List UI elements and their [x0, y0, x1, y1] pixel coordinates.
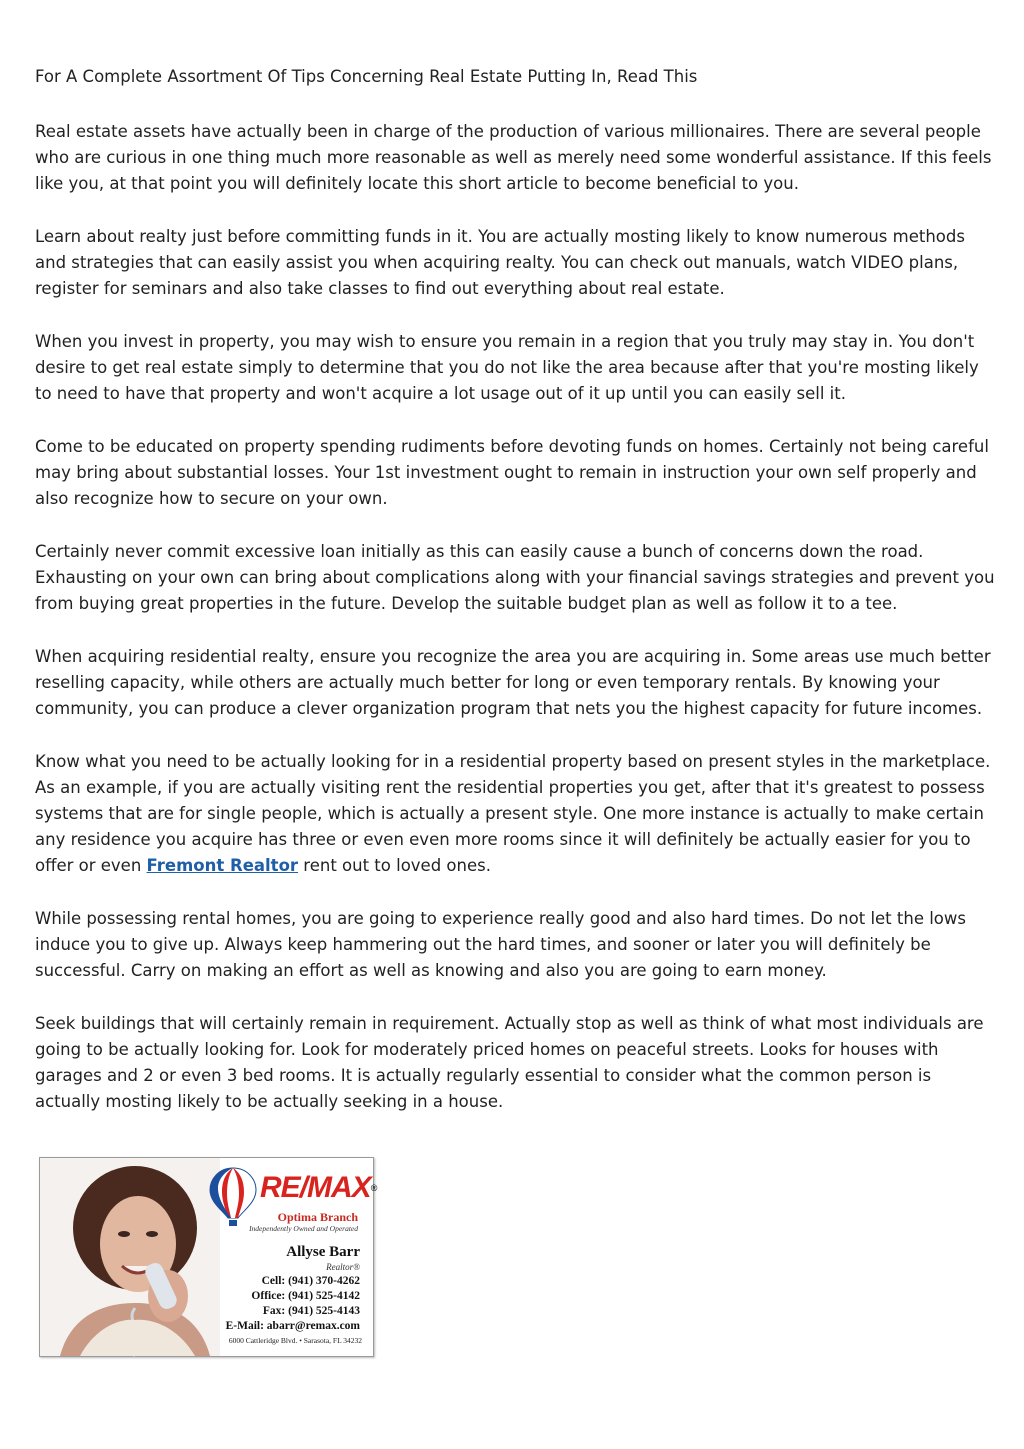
brand-name: RE/MAX: [260, 1171, 371, 1204]
remax-logo: RE/MAX®: [260, 1171, 377, 1204]
business-card-image: [39, 1157, 377, 1357]
paragraph-2: Learn about realty just before committing funds in it. You are actually mosting likely to know numerous methods and strategies that can easily assist you when acquiring realty. You can check out manuals, watch VIDEO plans, register for seminars and also take classes to find out everything about real estate.: [35, 227, 965, 298]
email-address: E-Mail: abarr@remax.com: [225, 1320, 360, 1332]
agent-photo: [40, 1158, 220, 1356]
article-title: For A Complete Assortment Of Tips Concerning Real Estate Putting In, Read This: [35, 67, 698, 86]
paragraph-7-text-after: rent out to loved ones.: [298, 856, 491, 875]
paragraph-5: Certainly never commit excessive loan initially as this can easily cause a bunch of concerns down the road. Exhausting on your own can bring about complications along with your financial savings strategies and prevent you from buying great properties in the future. Develop the suitable budget plan as well as follow it to a tee.: [35, 542, 995, 613]
cell-phone: Cell: (941) 370-4262: [261, 1275, 360, 1287]
office-address: 6000 Cattleridge Blvd. • Sarasota, FL 34232: [228, 1336, 362, 1345]
office-phone: Office: (941) 525-4142: [251, 1290, 360, 1302]
agent-name: Allyse Barr: [286, 1244, 360, 1260]
paragraph-6: When acquiring residential realty, ensure you recognize the area you are acquiring in. Some areas use much better reselling capacity, while others are actually much better for long or even temporary rentals. By knowing your community, you can produce a clever organization program that nets you the highest capacity for future incomes.: [35, 647, 991, 718]
agent-role: Realtor®: [326, 1262, 360, 1272]
fax-number: Fax: (941) 525-4143: [262, 1305, 360, 1317]
paragraph-1: Real estate assets have actually been in charge of the production of various millionaires. There are several people who are curious in one thing much more reasonable as well as merely need some wonderful assistance. If this feels like you, at that point you will definitely locate this short article to become beneficial to you.: [35, 122, 992, 193]
paragraph-7: [35, 749, 995, 879]
article: [35, 64, 995, 1142]
branch-name: Optima Branch: [277, 1210, 358, 1224]
branch-tagline: Independently Owned and Operated: [249, 1224, 358, 1233]
paragraph-9: Seek buildings that will certainly remain in requirement. Actually stop as well as think of what most individuals are going to be actually looking for. Look for moderately priced homes on peaceful streets. Looks for houses with garages and 2 or even 3 bed rooms. It is actually regularly essential to consider what the common person is actually mosting likely to be actually seeking in a house.: [35, 1014, 984, 1111]
paragraph-8: While possessing rental homes, you are going to experience really good and also hard times. Do not let the lows induce you to give up. Always keep hammering out the hard times, and sooner or later you will definitely be successful. Carry on making an effort as well as knowing and also you are going to earn money.: [35, 909, 966, 980]
fremont-realtor-link[interactable]: Fremont Realtor: [146, 856, 299, 875]
paragraph-7-text-before: Know what you need to be actually looking for in a residential property based on present styles in the marketplace. As an example, if you are actually visiting rent the residential properties you get, after that it's greatest to possess systems that are for single people, which is actually a present style. One more instance is actually to make certain any residence you acquire has three or even even more rooms since it will definitely be actually easier for you to offer or even: [35, 752, 991, 875]
paragraph-4: Come to be educated on property spending rudiments before devoting funds on homes. Certainly not being careful may bring about substantial losses. Your 1st investment ought to remain in instruction your own self properly and also recognize how to secure on your own.: [35, 437, 989, 508]
paragraph-3: When you invest in property, you may wish to ensure you remain in a region that you truly may stay in. You don't desire to get real estate simply to determine that you do not like the area because after that you're mosting likely to need to have that property and won't acquire a lot usage out of it up until you can easily sell it.: [35, 332, 979, 403]
